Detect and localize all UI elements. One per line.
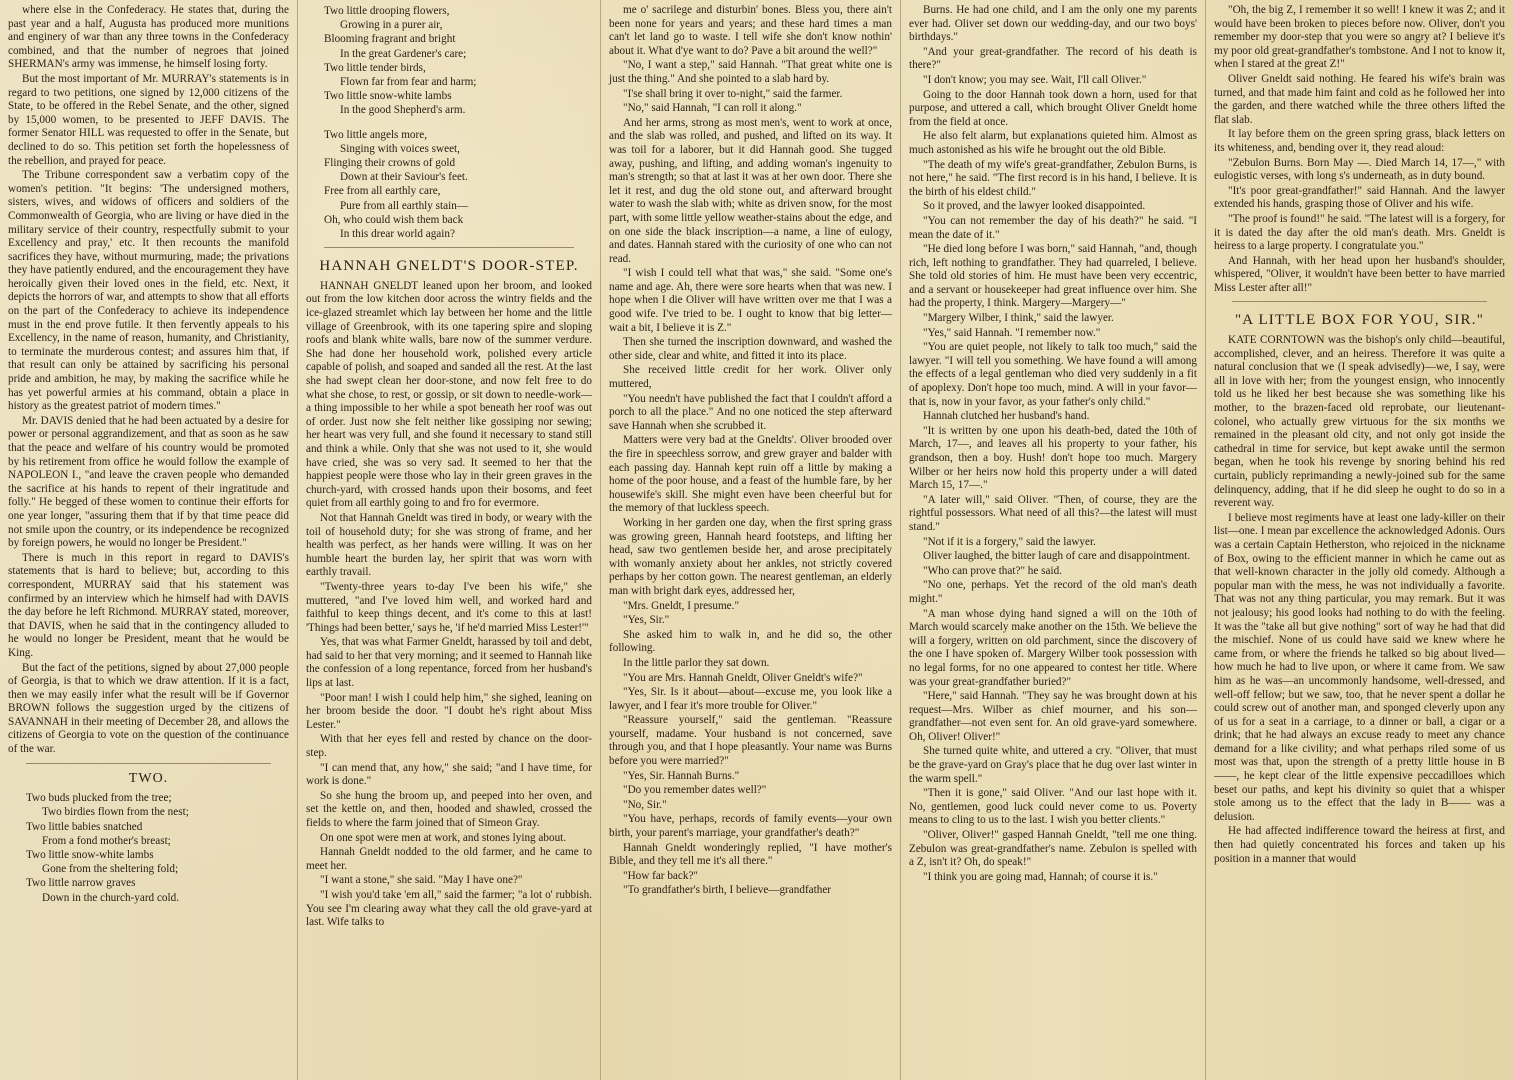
poem-line: Blooming fragrant and bright [324, 33, 456, 46]
paragraph: And Hannah, with her head upon her husband's shoulder, whispered, "Oliver, it wouldn't have been better to have married Miss Lester after all!" [1214, 254, 1505, 294]
column-2 [298, 0, 601, 1080]
paragraph: "You needn't have published the fact that I couldn't afford a porch to all the place." And no one noticed the step afterward save Hannah when she scrubbed it. [609, 392, 892, 432]
paragraph: "Oh, the big Z, I remember it so well! I knew it was Z; and it would have been broken to pieces before now. Oliver, don't you remember my door-step that you were so angry at? I believe it's my poor old great-grandfather's tombstone. And I not to know it, when I stared at the great Z!" [1214, 4, 1505, 71]
paragraph: "No one, perhaps. Yet the record of the old man's death might." [909, 579, 1197, 605]
poem-line: Flown far from fear and harm; [340, 76, 477, 89]
poem-line: Oh, who could wish them back [324, 213, 464, 226]
paragraph: "How far back?" [623, 869, 698, 882]
paragraph: "Poor man! I wish I could help him," she sighed, leaning on her broom beside the door. "I doubt he's right about Miss Lester." [306, 691, 592, 731]
paragraph: "I wish you'd take 'em all," said the farmer; "a lot o' rubbish. You see I'm clearing away what they call the old grave-yard at last. Wife talks to [306, 888, 592, 929]
poem-line: Two little snow-white lambs [26, 849, 154, 862]
poem-line: Two little snow-white lambs [324, 90, 452, 103]
paragraph: "Yes, Sir. Is it about—about—excuse me, you look like a lawyer, and I fear it's more trouble for Oliver." [609, 686, 892, 712]
poem-two-stanza-2 [324, 4, 592, 118]
paragraph: But the fact of the petitions, signed by about 27,000 people of Georgia, is that to which we draw attention. If it is a fact, then we may easily infer what the result will be if Governor BROWN follows the suggestion urged by the citizens of SAVANNAH in their meeting of December 28, and allows the citizens of Georgia to vote on the question of the continuance of the war. [8, 661, 289, 756]
paragraph: KATE CORNTOWN was the bishop's only child—beautiful, accomplished, clever, and an heiress. Therefore it was quite a natural conclusion that we (I speak advisedly)—we, I say, were all in love with her; from the youngest ensign, who innocently told us he liked her best because she was something like his mother, to the brazen-faced old reprobate, our lieutenant-colonel, who actually grew virtuous for the six months we remained in the pleasant old city, and not only got inside the cathedral in time for service, but kept awake until the sermon began, when he took his revenge by snoring behind his red curtain, publicly reprimanding a newly-joined sub for the same delinquency, adding, that if he did sleep he ought to do so in a reverent way. [1214, 334, 1505, 510]
poem-line: Two little tender birds, [324, 61, 426, 74]
paragraph: The Tribune correspondent saw a verbatim copy of the women's petition. "It begins: 'The undersigned mothers, sisters, wives, and widows of officers and soldiers of the Commonwealth of Georgia, who are living or have died in the military service of their country, respectfully submit to your Excellency and pray,' etc. It then recounts the manifold sacrifices they have, without murmuring, made; the privations they have patiently endured, and the encouragement they have heroically given their loved ones in the field, etc. Next, it depicts the horrors of war, and attempts to show that all efforts on the part of the Confederacy to achieve its independence must in the end prove futile. It then fervently appeals to his Excellency, in the name of reason, humanity, and Christianity, to terminate the murderous contest; and assures him that, if that result can only be attained by sacrificing his personal pride and ambition, he may, by making the sacrifice while he has yet powerful armies at his command, obtain a place in history as the greatest patriot of modern times." [8, 169, 289, 413]
paragraph: "Yes, Sir. Hannah Burns." [623, 769, 740, 782]
column-3 [601, 0, 901, 1080]
paragraph: "Then it is gone," said Oliver. "And our last hope with it. No, gentlemen, good luck could never come to us. Poverty means to cling to us to the last. I wish you better clients." [909, 787, 1197, 827]
paragraph: "The death of my wife's great-grandfather, Zebulon Burns, is not here," he said. "The first record is in his hand, I believe. It is the birth of his eldest child." [909, 158, 1197, 198]
paragraph: me o' sacrilege and disturbin' bones. Bless you, there ain't been none for years and years; and these hard times a man can't let land go to waste. I tell wife she don't know nothin' about it. What d'ye want to do? Pave a bit around the well?" [609, 4, 892, 57]
poem-line: Flinging their crowns of gold [324, 157, 456, 170]
story-body-hannah [306, 280, 592, 930]
paragraph: "A man whose dying hand signed a will on the 10th of March would scarcely make another on the 15th. We believe the will a forgery, written on old parchment, since the discovery of the one I have spoken of. Margery Wilber took possession with no legal forms, for no one appeared to contest her title. Where was your great-grandfather buried?" [909, 607, 1197, 688]
paragraph: "Zebulon Burns. Born May —. Died March 14, 17—," with eulogistic verses, with long s's underneath, as in duty bound. [1214, 156, 1505, 183]
paragraph: "Margery Wilber, I think," said the lawyer. [923, 312, 1114, 325]
story-title-little-box: "A LITTLE BOX FOR YOU, SIR." [1234, 312, 1485, 329]
poem-line: Growing in a purer air, [340, 19, 443, 32]
paragraph: With that her eyes fell and rested by chance on the door-step. [306, 733, 592, 760]
paragraph: "No, I want a step," said Hannah. "That great white one is just the thing." And she pointed to a slab hard by. [609, 59, 892, 85]
poem-line: Two little drooping flowers, [324, 5, 450, 17]
paragraph: Hannah Gneldt nodded to the old farmer, and he came to meet her. [306, 846, 592, 872]
paragraph: "You are quiet people, not likely to talk too much," said the lawyer. "I will tell you something. We have found a will among the effects of a legal gentleman who died very suddenly in a fit of apoplexy. Don't hope too much, mind. A will in your favor—that is, now in your favor, as your father's only child." [909, 341, 1197, 408]
poem-two-stanza-1 [26, 791, 289, 905]
divider [1232, 301, 1487, 302]
poem-line: Two buds plucked from the tree; [26, 792, 172, 805]
poem-line: In this drear world again? [340, 228, 455, 241]
column-1 [0, 0, 298, 1080]
paragraph: Oliver laughed, the bitter laugh of care and disappointment. [923, 550, 1191, 563]
column-1-articles [8, 4, 289, 757]
paragraph: Burns. He had one child, and I am the only one my parents ever had. Oliver set down our wedding-day, and our two boys' birthdays." [909, 4, 1197, 44]
paragraph: There is much in this report in regard to DAVIS's statements that is hard to believe; but, according to this correspondent, MURRAY said that his statement was confirmed by an interview which he himself had with DAVIS the day before he left Richmond. MURRAY stated, moreover, that DAVIS, when he said that in the contingency alluded to he would no longer be President, meant that he would be King. [8, 551, 289, 659]
paragraph: "Reassure yourself," said the gentleman. "Reassure yourself, madame. Your husband is not concerned, save through you, and that I hope pleasantly. Your name was Burns before you were married?" [609, 714, 892, 768]
poem-line: Two birdies flown from the nest; [42, 806, 189, 819]
paragraph: "Here," said Hannah. "They say he was brought down at his request—Mrs. Wilber as chief mourner, and his son—grandfather—not even sent for. An old grave-yard somewhere. Oh, Oliver! Oliver!" [909, 690, 1197, 743]
paragraph: Going to the door Hannah took down a horn, used for that purpose, and uttered a call, which brought Oliver Gneldt home from the field at once. [909, 88, 1197, 128]
paragraph: "No," said Hannah, "I can roll it along." [623, 102, 802, 115]
paragraph: "I want a stone," she said. "May I have one?" [320, 874, 523, 887]
paragraph: "Do you remember dates well?" [623, 784, 767, 797]
paragraph: She turned quite white, and uttered a cry. "Oliver, that must be the grave-yard on Gray's place that he dug over last winter in the warm spell." [909, 745, 1197, 785]
paragraph: Oliver Gneldt said nothing. He feared his wife's brain was turned, and that made him faint and cold as he followed her into the garden, and there watched while the three others lifted the flat slab. [1214, 72, 1505, 126]
paragraph: Hannah Gneldt wonderingly replied, "I have mother's Bible, and they tell me it's all there." [609, 841, 892, 868]
divider [26, 763, 271, 764]
paragraph: "Mrs. Gneldt, I presume." [623, 599, 740, 612]
paragraph: So it proved, and the lawyer looked disappointed. [923, 200, 1146, 213]
poem-line: Down at their Saviour's feet. [340, 171, 468, 184]
paragraph: "Yes, Sir." [623, 614, 670, 627]
paragraph: "You are Mrs. Hannah Gneldt, Oliver Gneldt's wife?" [623, 671, 863, 684]
paragraph: Mr. DAVIS denied that he had been actuated by a desire for power or personal aggrandizement, and that as soon as he saw that the peace and welfare of his country would be promoted by his retirement from office he would follow the example of NAPOLEON I., "and leave the craven people who demanded the sacrifice at his hands to repent of their ingratitude and folly." He begged of these women to continue their efforts for one year longer, "assuring them that if by that time peace did not smile upon the country, or its independence be recognized by foreign powers, he would no longer be President." [8, 414, 289, 550]
paragraph: HANNAH GNELDT leaned upon her broom, and looked out from the low kitchen door across the wintry fields and the ice-glazed streamlet which lay between her home and the little village of Greenbrook, with its one tapering spire and sloping roofs and blank white walls, bare now of the summer verdure. She had done her household work, polished every article capable of polish, and soaped and sanded all the rest. At the last she had swept clean her door-stone, and now felt free to do what she chose, to rest, or gossip, or sit down to needle-work—a thing impossible to her while a spot beneath her roof was out of order. Just now she felt neither like gossiping nor sewing; her heart was very full, and she found it necessary to stand still and think a while. Only that she was not used to it, she would have cried, she was so very sad. It seemed to her that the happiest people were those who lay in their green graves in the church-yard, with crossed hands upon their bosoms, and feet quiet from all earthly going to and fro for evermore. [306, 279, 592, 510]
paragraph: "It's poor great-grandfather!" said Hannah. And the lawyer extended his hands, grasping those of Oliver and his wife. [1214, 184, 1505, 211]
paragraph: "And your great-grandfather. The record of his death is there?" [909, 45, 1197, 72]
paragraph: "The proof is found!" he said. "The latest will is a forgery, for it is dated the day after the old man's death. Mrs. Gneldt is heiress to a large property. I congratulate you." [1214, 212, 1505, 253]
paragraph: Matters were very bad at the Gneldts'. Oliver brooded over the fire in speechless sorrow, and grew grayer and balder with each passing day. Hannah kept ruin off a little by making a home of the poor house, and a feast of the humble fare, by her housewife's skill. She might even have been cheerful but for the memory of that luckless speech. [609, 434, 892, 515]
paragraph: "Oliver, Oliver!" gasped Hannah Gneldt, "tell me one thing. Zebulon was great-grandfather's name. Zebulon is spelled with a Z, isn't it? Oh, do speak!" [909, 829, 1197, 869]
poem-line: Two little narrow graves [26, 877, 136, 890]
paragraph: "Not if it is a forgery," said the lawyer. [923, 535, 1096, 548]
poem-line: Pure from all earthly stain— [340, 199, 469, 212]
paragraph: Hannah clutched her husband's hand. [923, 410, 1090, 423]
poem-line: From a fond mother's breast; [42, 834, 171, 847]
paragraph: "No, Sir." [623, 798, 667, 811]
poem-line: Singing with voices sweet, [340, 142, 460, 155]
paragraph: So she hung the broom up, and peeped into her oven, and set the kettle on, and then, hooded and shawled, crossed the fields to where the farm joined that of Simeon Gray. [306, 789, 592, 829]
paragraph: "I'se shall bring it over to-night," said the farmer. [623, 87, 843, 100]
paragraph: And her arms, strong as most men's, went to work at once, and the slab was rolled, and pushed, and lifted on its way. It was toil for a laborer, but it did Hannah good. She tugged away, pushing, and lifting, and adding woman's ingenuity to man's strength; so that at last it was at her own door. There she let it rest, and dug the old stone out, and afterward brought water to wash the slab with; white as driven snow, for the most part, with some little yellow weather-stains about the edge, and on one side the black inscription—a name, a line of eulogy, and dates. Hannah stared with the curiosity of one who can not read. [609, 116, 892, 265]
paragraph: Working in her garden one day, when the first spring grass was growing green, Hannah heard footsteps, and lifting her head, saw two gentlemen beside her, and arose precipitately with womanly anxiety about her ankles, not strictly covered perhaps by her cotton gown. The nearest gentleman, an elderly man with bright dark eyes, addressed her, [609, 516, 892, 597]
paragraph: "A later will," said Oliver. "Then, of course, they are the rightful possessors. What need of all this?—the latest will must stand." [909, 493, 1197, 533]
paragraph: Then she turned the inscription downward, and washed the other side, clear and white, and fitted it into its place. [609, 336, 892, 362]
poem-title-two: TWO. [128, 770, 169, 786]
paragraph: "Who can prove that?" he said. [923, 564, 1062, 577]
poem-line: Free from all earthly care, [324, 185, 441, 198]
paragraph: It lay before them on the green spring grass, black letters on its whiteness, and, bending over it, they read aloud: [1214, 128, 1505, 154]
paragraph: "Twenty-three years to-day I've been his wife," she muttered, "and I've loved him well, and worked hard and faithful to keep things decent, and it's come to this at last! 'Things had been better,' says he, 'if he'd married Miss Lester!'" [306, 580, 592, 634]
paragraph: "I don't know; you may see. Wait, I'll call Oliver." [923, 73, 1147, 86]
poem-line: Gone from the sheltering fold; [42, 863, 179, 876]
poem-two-stanza-3 [324, 128, 592, 242]
poem-line: Two little angels more, [324, 128, 427, 141]
paragraph: She asked him to walk in, and he did so, the other following. [609, 628, 892, 655]
column-5 [1206, 0, 1513, 1080]
paragraph: "To grandfather's birth, I believe—grandfather [623, 884, 832, 897]
poem-line: In the great Gardener's care; [340, 47, 467, 60]
paragraph: "You can not remember the day of his death?" he said. "I mean the date of it." [909, 214, 1197, 241]
paragraph: But the most important of Mr. MURRAY's statements is in regard to two petitions, one signed by 12,000 citizens of the State, to be offered in the Rebel Senate, and the other, signed by 15,000 women, to be presented to JEFF DAVIS. The former Senator HILL was requested to offer in the Senate, but declined to do so. This petition set forth the hopelessness of the rebellion, and prayed for peace. [8, 72, 289, 167]
poem-line: Down in the church-yard cold. [42, 891, 180, 904]
paragraph: Yes, that was what Farmer Gneldt, harassed by toil and debt, had said to her that very morning; and it seemed to Hannah like the confession of a long repentance, forced from her husband's lips at last. [306, 636, 592, 690]
paragraph: Not that Hannah Gneldt was tired in body, or weary with the toil of household duty; for she was strong of frame, and her health was perfect, as her hands were willing. It was on her humble heart the burden lay, her spirit that was worn with earthly travail. [306, 511, 592, 579]
paragraph: She received little credit for her work. Oliver only muttered, [609, 364, 892, 391]
poem-line: In the good Shepherd's arm. [340, 104, 466, 117]
paragraph: "It is written by one upon his death-bed, dated the 10th of March, 17—, and leaves all his property to your father, his grandson, then a boy. Hush! don't hope too much. Margery Wilber or her heirs now hold this property under a will dated March 15, 17—." [909, 424, 1197, 492]
paragraph: "You have, perhaps, records of family events—your own birth, your parent's marriage, your grandfather's death?" [609, 813, 892, 840]
story-title-hannah: HANNAH GNELDT'S DOOR-STEP. [319, 258, 579, 275]
paragraph: "I wish I could tell what that was," she said. "Some one's name and age. Ah, there were sore hearts when that was new. I hope when I die Oliver will have written over me that I was a good wife. I've tried to be. I ought to know that big letter—wait a bit, I believe it is Z." [609, 267, 892, 334]
column-4 [901, 0, 1206, 1080]
stanza-gap [306, 118, 592, 128]
paragraph: On one spot were men at work, and stones lying about. [320, 831, 567, 844]
paragraph: He also felt alarm, but explanations quieted him. Almost as much astonished as his wife he brought out the old Bible. [909, 130, 1197, 156]
paragraph: He had affected indifference toward the heiress at first, and then had quietly concentrated his forces and taken up his position in a manner that would [1214, 825, 1505, 865]
divider [324, 247, 574, 248]
paragraph: "Yes," said Hannah. "I remember now." [923, 326, 1101, 339]
paragraph: In the little parlor they sat down. [623, 656, 770, 669]
paragraph: "He died long before I was born," said Hannah, "and, though rich, left nothing to grandfather. They had quarreled, I believe. She told old stories of him. He must have been very eccentric, and a servant or housekeeper had great influence over him. She had the property, I think. Margery—Margery—" [909, 243, 1197, 310]
paragraph: "I think you are going mad, Hannah; of course it is." [923, 870, 1158, 883]
paragraph: "I can mend that, any how," she said; "and I have time, for work is done." [306, 761, 592, 788]
poem-line: Two little babies snatched [26, 820, 143, 833]
paragraph: where else in the Confederacy. He states that, during the past year and a half, Augusta has produced more munitions and enginery of war than any three towns in the Confederacy combined, and that the number of negroes that joined SHERMAN's army was immense, he himself losing forty. [8, 4, 289, 71]
paragraph: I believe most regiments have at least one lady-killer on their list—one. I mean par excellence the acknowledged Adonis. Ours was a certain Captain Hetherston, who rejoiced in the nickname of Box, owing to the efficient manner in which he came out as that well-known character in the jolly old comedy. Although a popular man with the mess, he was not individually a favorite. That was not any thing particular, you may remark. But it was not jealousy; his good looks had nothing to do with the feeling. It was the "take all but give nothing" sort of way he had that did the mischief. None of us could have said we knew where he came from, or where the friends he talked so big about lived—how much he had to live upon, or where it came from. We saw him as he was—an uncommonly handsome, well-dressed, and well-off fellow; but we saw, too, that he never spent a dollar he could screw out of another man, and sponged cleverly upon any of us for a seat in a carriage, to a dinner or ball, a cigar or a drink; that he had always an excuse ready to meet any chance demand for a like civility; and what perhaps riled some of us most was that, upon the strength of a pretty little house in B——, he kept clear of the little expensive peccadilloes which beset our paths, and kept his divinity so quiet that a whisper stole among us to the effect that the lady in B—— was a delusion. [1214, 511, 1505, 823]
